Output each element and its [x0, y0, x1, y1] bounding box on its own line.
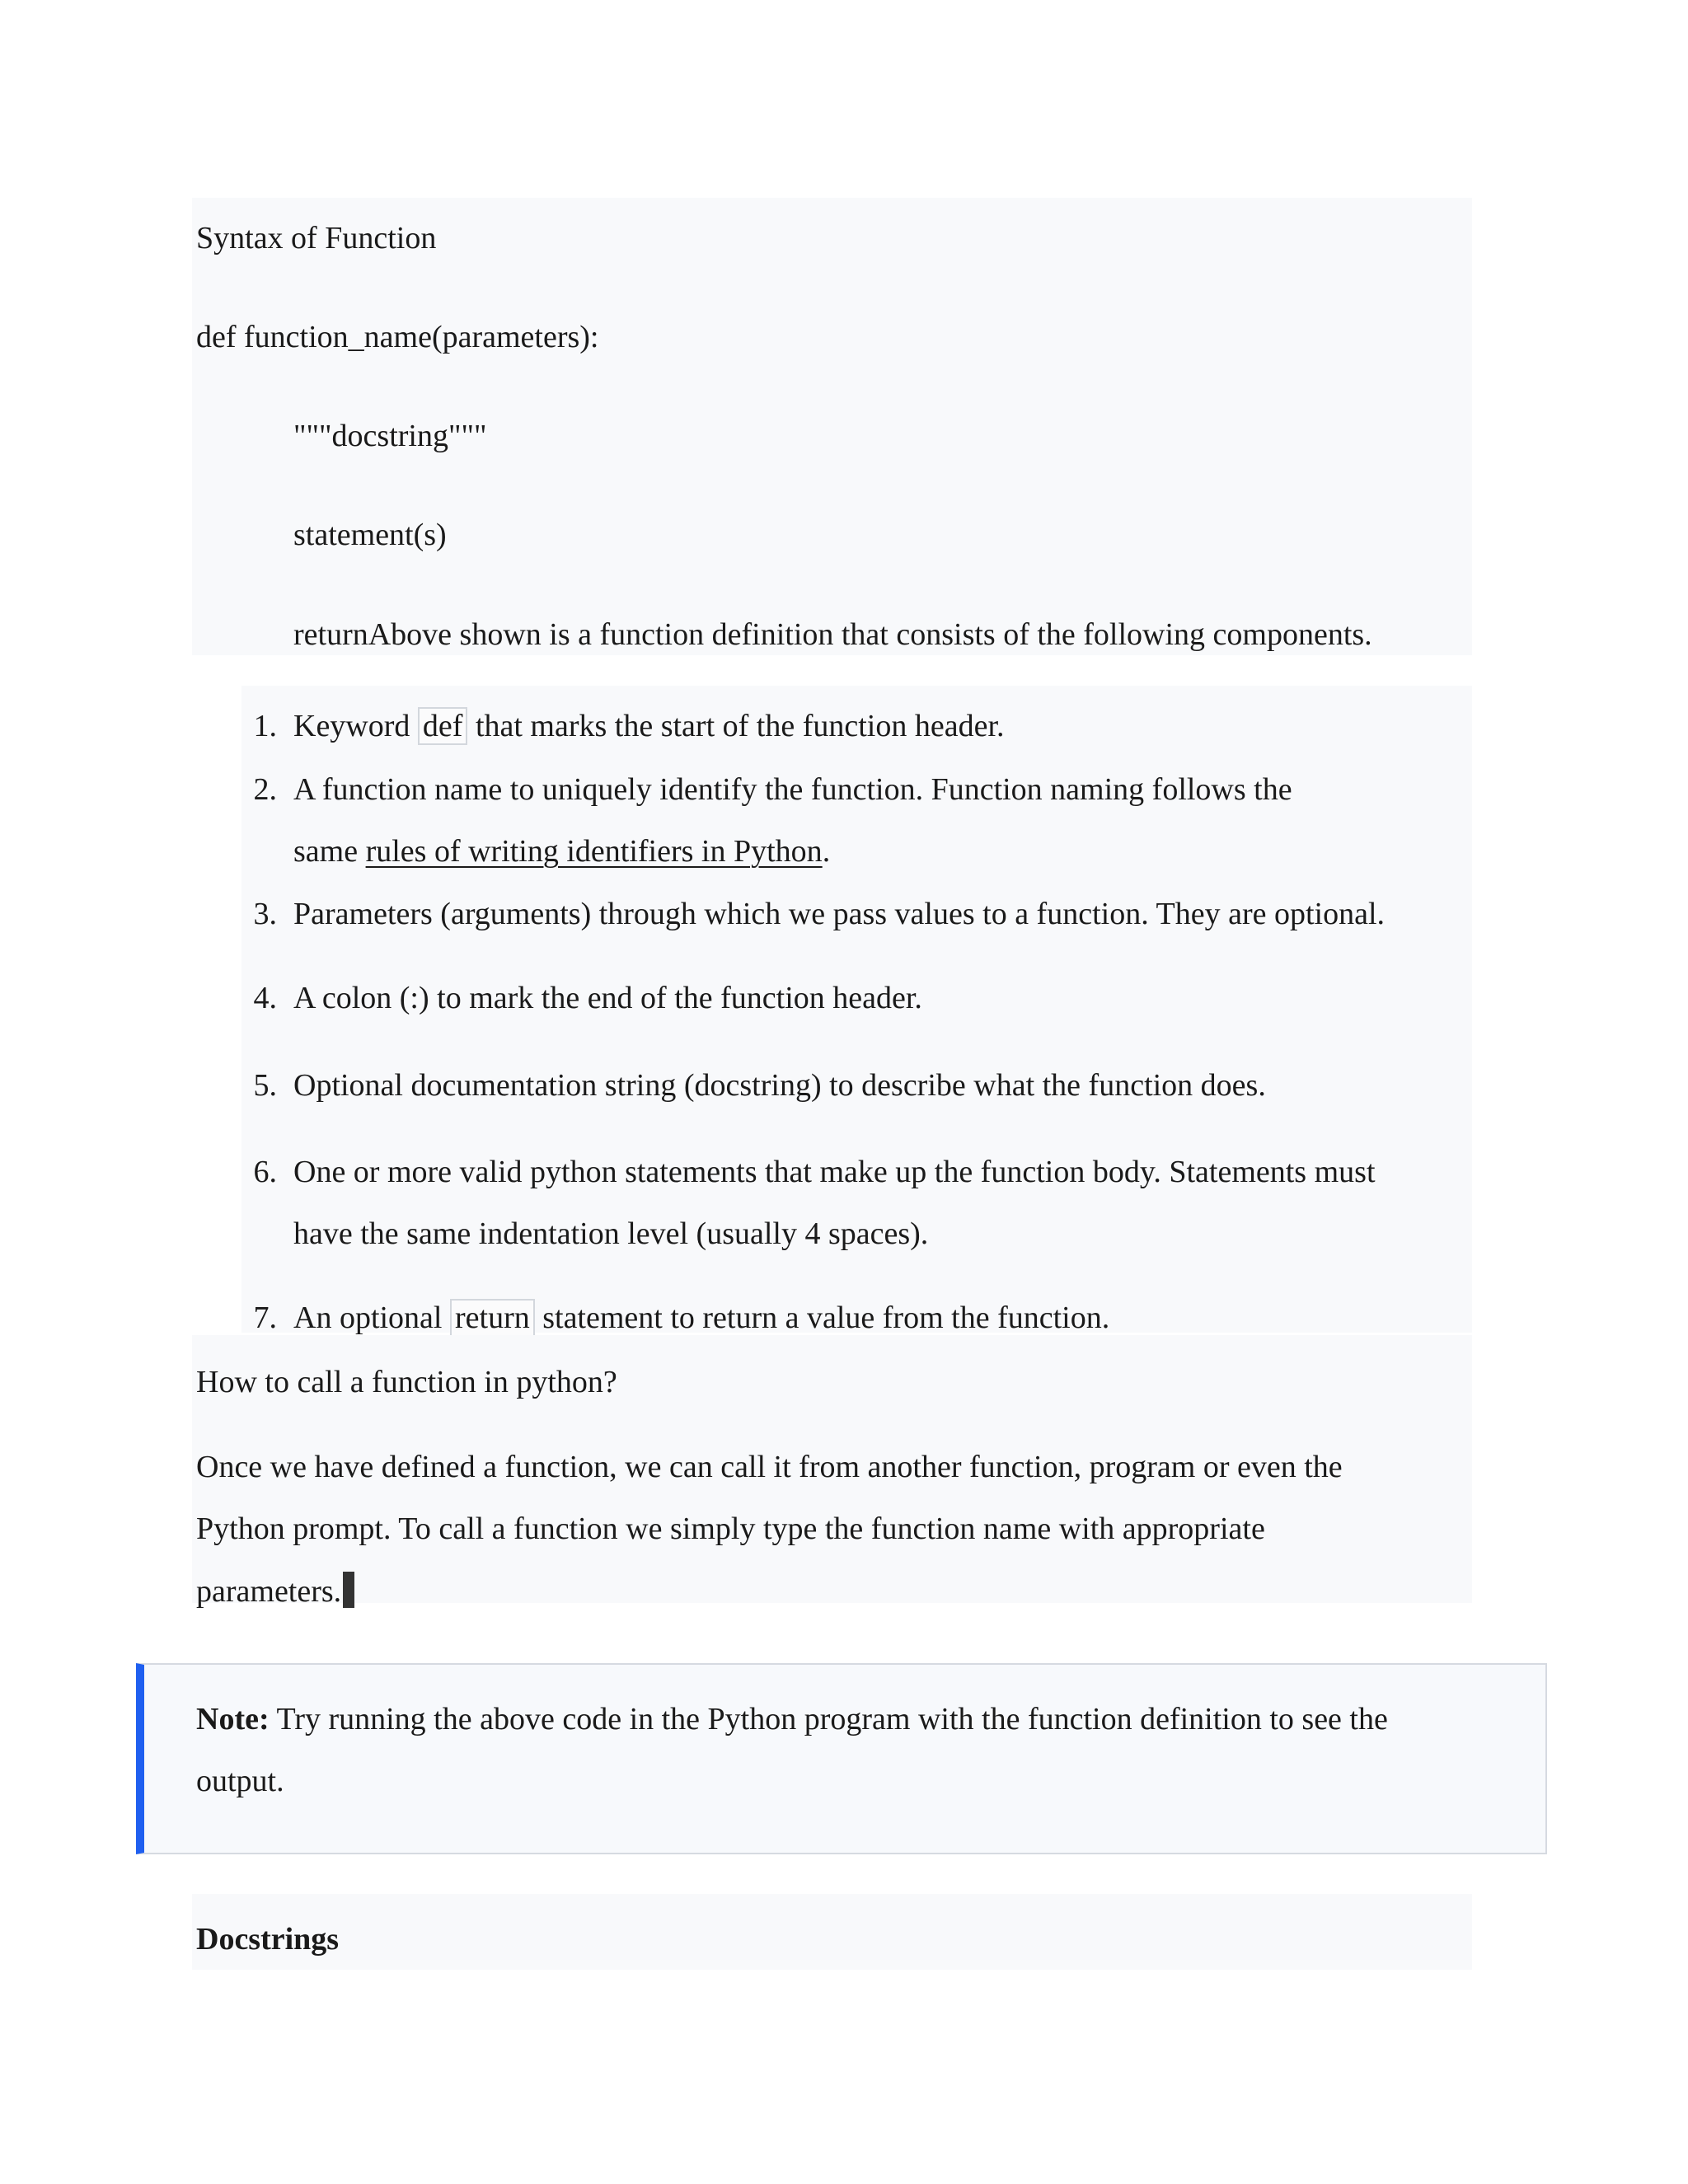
syntax-title: Syntax of Function — [196, 221, 437, 255]
list-number: 4. — [253, 981, 277, 1015]
list-item-text: A colon (:) to mark the end of the function header. — [293, 981, 922, 1015]
statement-line: statement(s) — [293, 518, 447, 552]
list-item-text: have the same indentation level (usually 4 spaces). — [293, 1216, 929, 1251]
note-label: Note: — [196, 1702, 270, 1736]
item-text: statement to return a value from the function. — [534, 1301, 1110, 1335]
note-box — [136, 1663, 1547, 1854]
docstring-line: """docstring""" — [293, 419, 487, 453]
list-number: 6. — [253, 1155, 277, 1189]
call-paragraph-line — [196, 1572, 354, 1610]
return-line: returnAbove shown is a function definition that consists of the following components. — [293, 617, 1372, 652]
note-text: Try running the above code in the Python program with the function definition to see the — [269, 1702, 1388, 1736]
text-cursor — [343, 1572, 354, 1608]
list-number: 7. — [253, 1301, 277, 1335]
call-heading: How to call a function in python? — [196, 1365, 617, 1399]
list-number: 3. — [253, 897, 277, 931]
list-number: 2. — [253, 772, 277, 807]
item-text: that marks the start of the function header. — [467, 709, 1005, 743]
note-line — [196, 1700, 1388, 1738]
docstrings-block — [192, 1894, 1472, 1970]
list-item-text: A function name to uniquely identify the function. Function naming follows the — [293, 772, 1292, 807]
list-number: 5. — [253, 1068, 277, 1103]
identifiers-rules-link[interactable]: rules of writing identifiers in Python — [365, 834, 823, 869]
code-return: return — [450, 1299, 535, 1337]
item-text: An optional — [293, 1301, 450, 1335]
docstrings-heading: Docstrings — [196, 1922, 340, 1957]
list-item-text — [293, 707, 1005, 745]
list-item-text: Parameters (arguments) through which we pass values to a function. They are optional. — [293, 897, 1386, 931]
item-text: Keyword — [293, 709, 418, 743]
list-item-text — [293, 832, 830, 870]
call-paragraph-line: Once we have defined a function, we can call it from another function, program or even the — [196, 1450, 1343, 1484]
code-def: def — [418, 707, 468, 745]
def-line: def function_name(parameters): — [196, 320, 599, 354]
list-item-text — [293, 1299, 1109, 1337]
list-item-text: Optional documentation string (docstring) to describe what the function does. — [293, 1068, 1266, 1103]
item-text: same — [293, 834, 366, 869]
item-text: . — [822, 834, 831, 869]
list-number: 1. — [253, 709, 277, 743]
call-paragraph-text: parameters. — [196, 1574, 342, 1609]
note-line: output. — [196, 1764, 284, 1798]
list-item-text: One or more valid python statements that make up the function body. Statements must — [293, 1155, 1376, 1189]
call-paragraph-line: Python prompt. To call a function we simply type the function name with appropriate — [196, 1511, 1265, 1546]
